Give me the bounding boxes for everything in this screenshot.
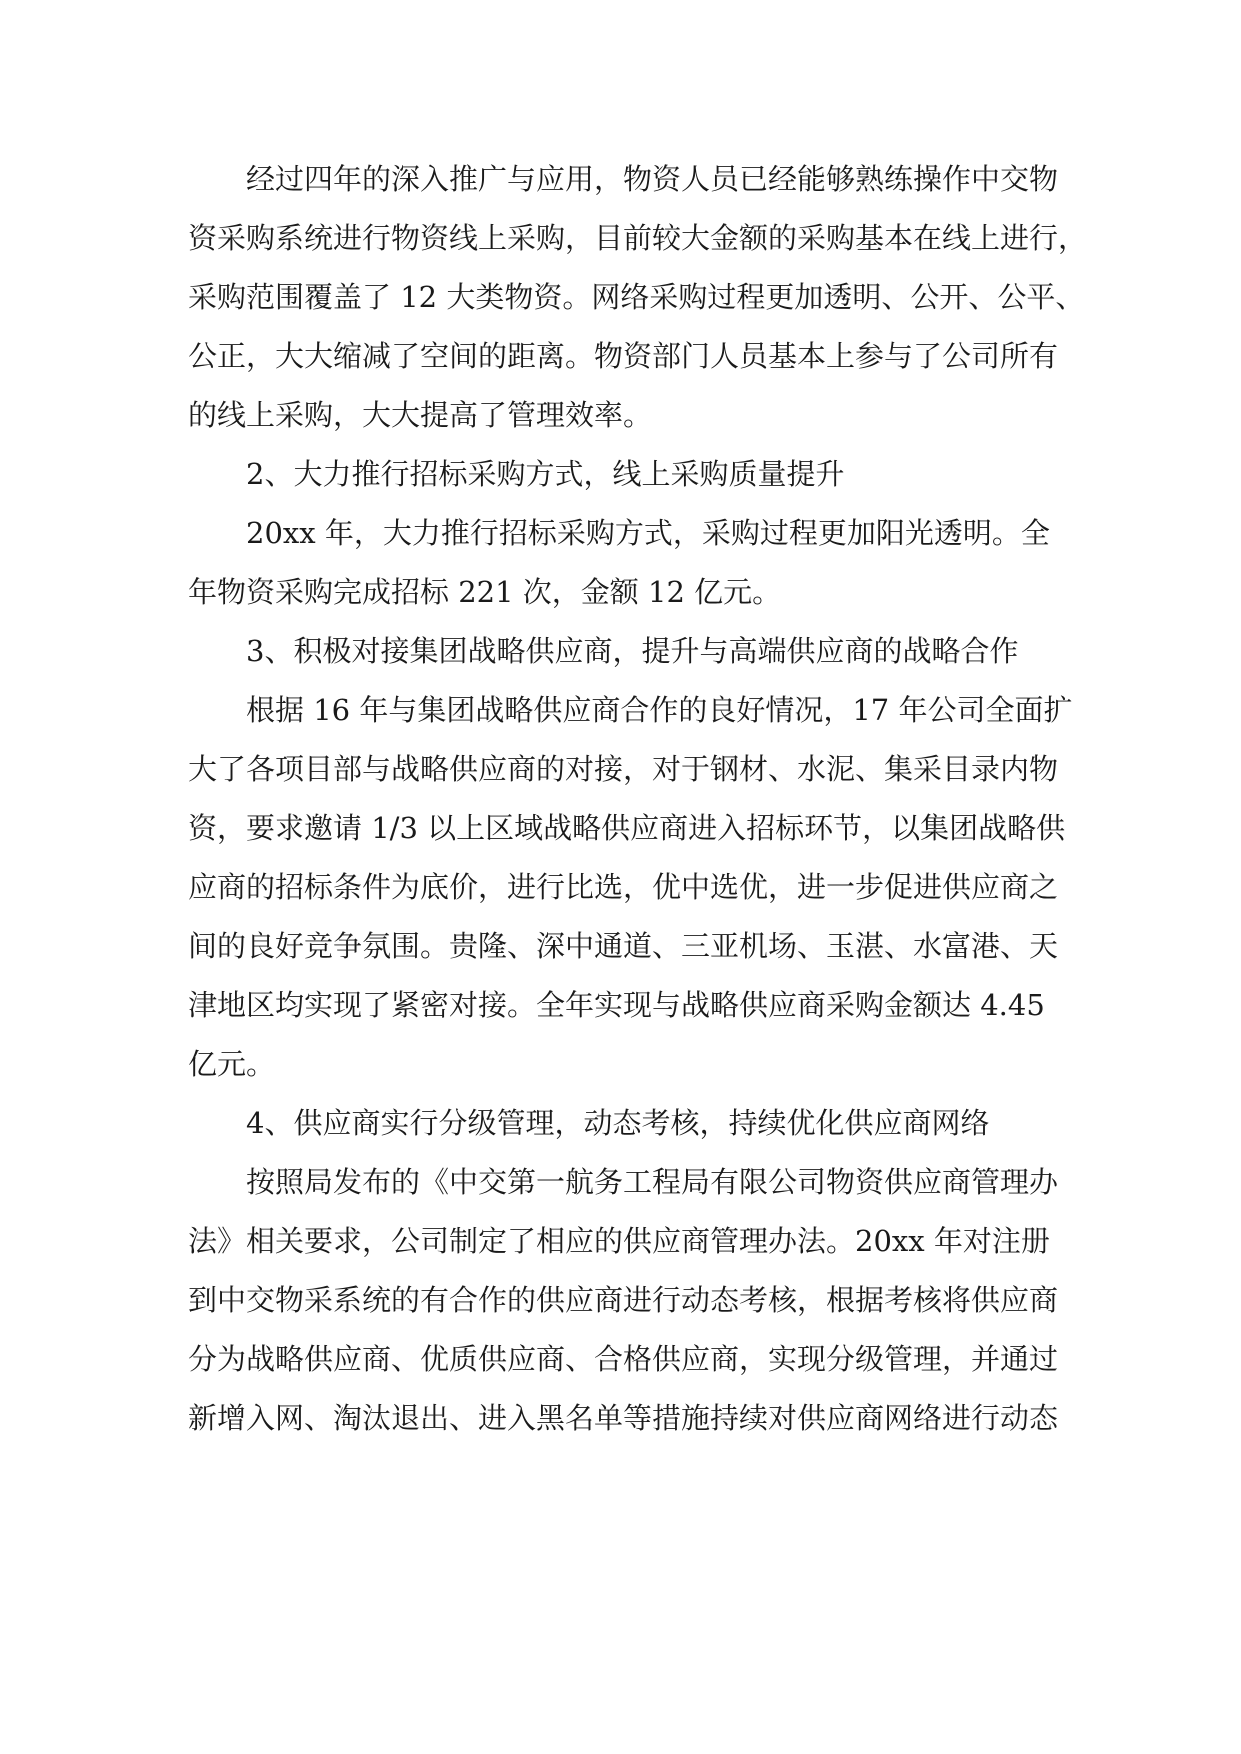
text-line: 采购范围覆盖了 12 大类物资。网络采购过程更加透明、公开、公平、 bbox=[188, 280, 1085, 314]
section-heading: 4、供应商实行分级管理，动态考核，持续优化供应商网络 bbox=[246, 1106, 990, 1140]
section-heading: 3、积极对接集团战略供应商，提升与高端供应商的战略合作 bbox=[246, 634, 1019, 668]
document-body bbox=[188, 150, 1088, 1448]
text-line: 年物资采购完成招标 221 次，金额 12 亿元。 bbox=[188, 575, 782, 609]
text-line: 法》相关要求，公司制定了相应的供应商管理办法。20xx 年对注册 bbox=[188, 1224, 1050, 1258]
text-line: 20xx 年，大力推行招标采购方式，采购过程更加阳光透明。全 bbox=[246, 516, 1050, 550]
text-line: 资，要求邀请 1/3 以上区域战略供应商进入招标环节，以集团战略供 bbox=[188, 811, 1066, 845]
text-line: 大了各项目部与战略供应商的对接，对于钢材、水泥、集采目录内物 bbox=[188, 752, 1059, 786]
text-line: 亿元。 bbox=[188, 1047, 276, 1081]
text-line: 新增入网、淘汰退出、进入黑名单等措施持续对供应商网络进行动态 bbox=[188, 1401, 1059, 1435]
text-line: 资采购系统进行物资线上采购，目前较大金额的采购基本在线上进行， bbox=[188, 221, 1088, 255]
text-line: 根据 16 年与集团战略供应商合作的良好情况，17 年公司全面扩 bbox=[246, 693, 1073, 727]
section-heading: 2、大力推行招标采购方式，线上采购质量提升 bbox=[246, 457, 845, 491]
text-line: 到中交物采系统的有合作的供应商进行动态考核，根据考核将供应商 bbox=[188, 1283, 1059, 1317]
text-line: 津地区均实现了紧密对接。全年实现与战略供应商采购金额达 4.45 bbox=[188, 988, 1045, 1022]
text-line: 应商的招标条件为底价，进行比选，优中选优，进一步促进供应商之 bbox=[188, 870, 1059, 904]
text-line: 间的良好竞争氛围。贵隆、深中通道、三亚机场、玉湛、水富港、天 bbox=[188, 929, 1059, 963]
text-line: 分为战略供应商、优质供应商、合格供应商，实现分级管理，并通过 bbox=[188, 1342, 1059, 1376]
text-line: 的线上采购，大大提高了管理效率。 bbox=[188, 398, 653, 432]
text-line: 经过四年的深入推广与应用，物资人员已经能够熟练操作中交物 bbox=[246, 162, 1059, 196]
text-line: 按照局发布的《中交第一航务工程局有限公司物资供应商管理办 bbox=[246, 1165, 1059, 1199]
text-line: 公正，大大缩减了空间的距离。物资部门人员基本上参与了公司所有 bbox=[188, 339, 1059, 373]
